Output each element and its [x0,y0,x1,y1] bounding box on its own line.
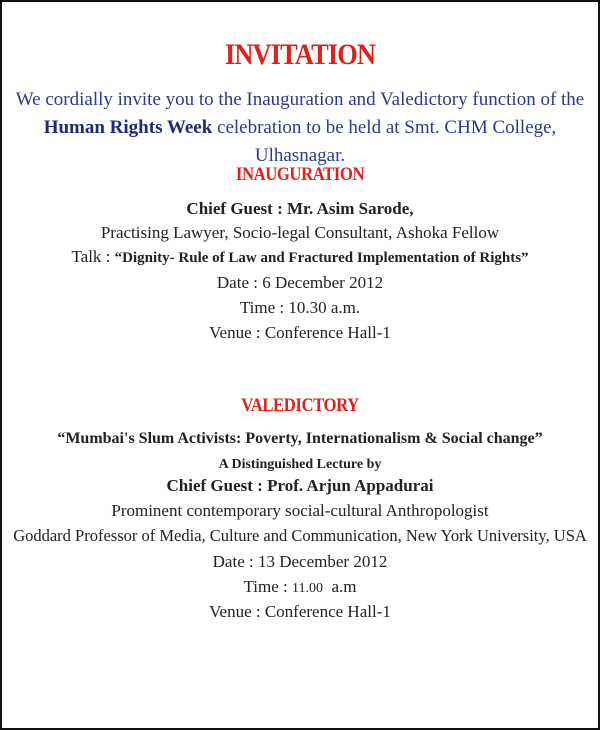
lecture-type: A Distinguished Lecture by [218,457,382,472]
talk-prefix: Talk : [71,247,115,266]
intro-text [2,86,598,170]
talk-title: “Dignity- Rule of Law and Fractured Implementation of Rights” [114,250,529,266]
inauguration-time: Time : 10.30 a.m. [239,298,361,317]
valedictory-designation-2: Goddard Professor of Media, Culture and Communication, New York University, USA [13,526,587,545]
event-name: Human Rights Week [43,117,213,138]
inauguration-talk [2,246,598,269]
inauguration-date: Date : 6 December 2012 [216,273,384,292]
valedictory-time [2,576,598,600]
valedictory-heading: VALEDICTORY [241,395,359,416]
intro-line-1: We cordially invite you to the Inauguration and Valedictory function of the [15,89,585,110]
inauguration-chief-guest: Chief Guest : Mr. Asim Sarode, [186,199,414,218]
time-prefix: Time : [243,577,292,596]
valedictory-date: Date : 13 December 2012 [212,552,388,571]
intro-line-2-rest: celebration to be held at Smt. CHM College, Ulhasnagar. [212,117,557,166]
intro-line-2 [2,114,598,170]
inauguration-venue: Venue : Conference Hall-1 [209,323,391,342]
lecture-title: “Mumbai's Slum Activists: Poverty, Internationalism & Social change” [57,430,543,447]
inauguration-designation: Practising Lawyer, Socio-legal Consultant, Ashoka Fellow [100,223,500,242]
valedictory-designation-1: Prominent contemporary social-cultural Anthropologist [111,501,489,520]
time-suffix: a.m [322,577,357,596]
valedictory-chief-guest: Chief Guest : Prof. Arjun Appadurai [166,476,434,495]
time-value: 11.00 [292,581,323,596]
invitation-title: INVITATION [224,38,376,71]
valedictory-venue: Venue : Conference Hall-1 [209,602,391,621]
inauguration-heading: INAUGURATION [235,164,365,185]
